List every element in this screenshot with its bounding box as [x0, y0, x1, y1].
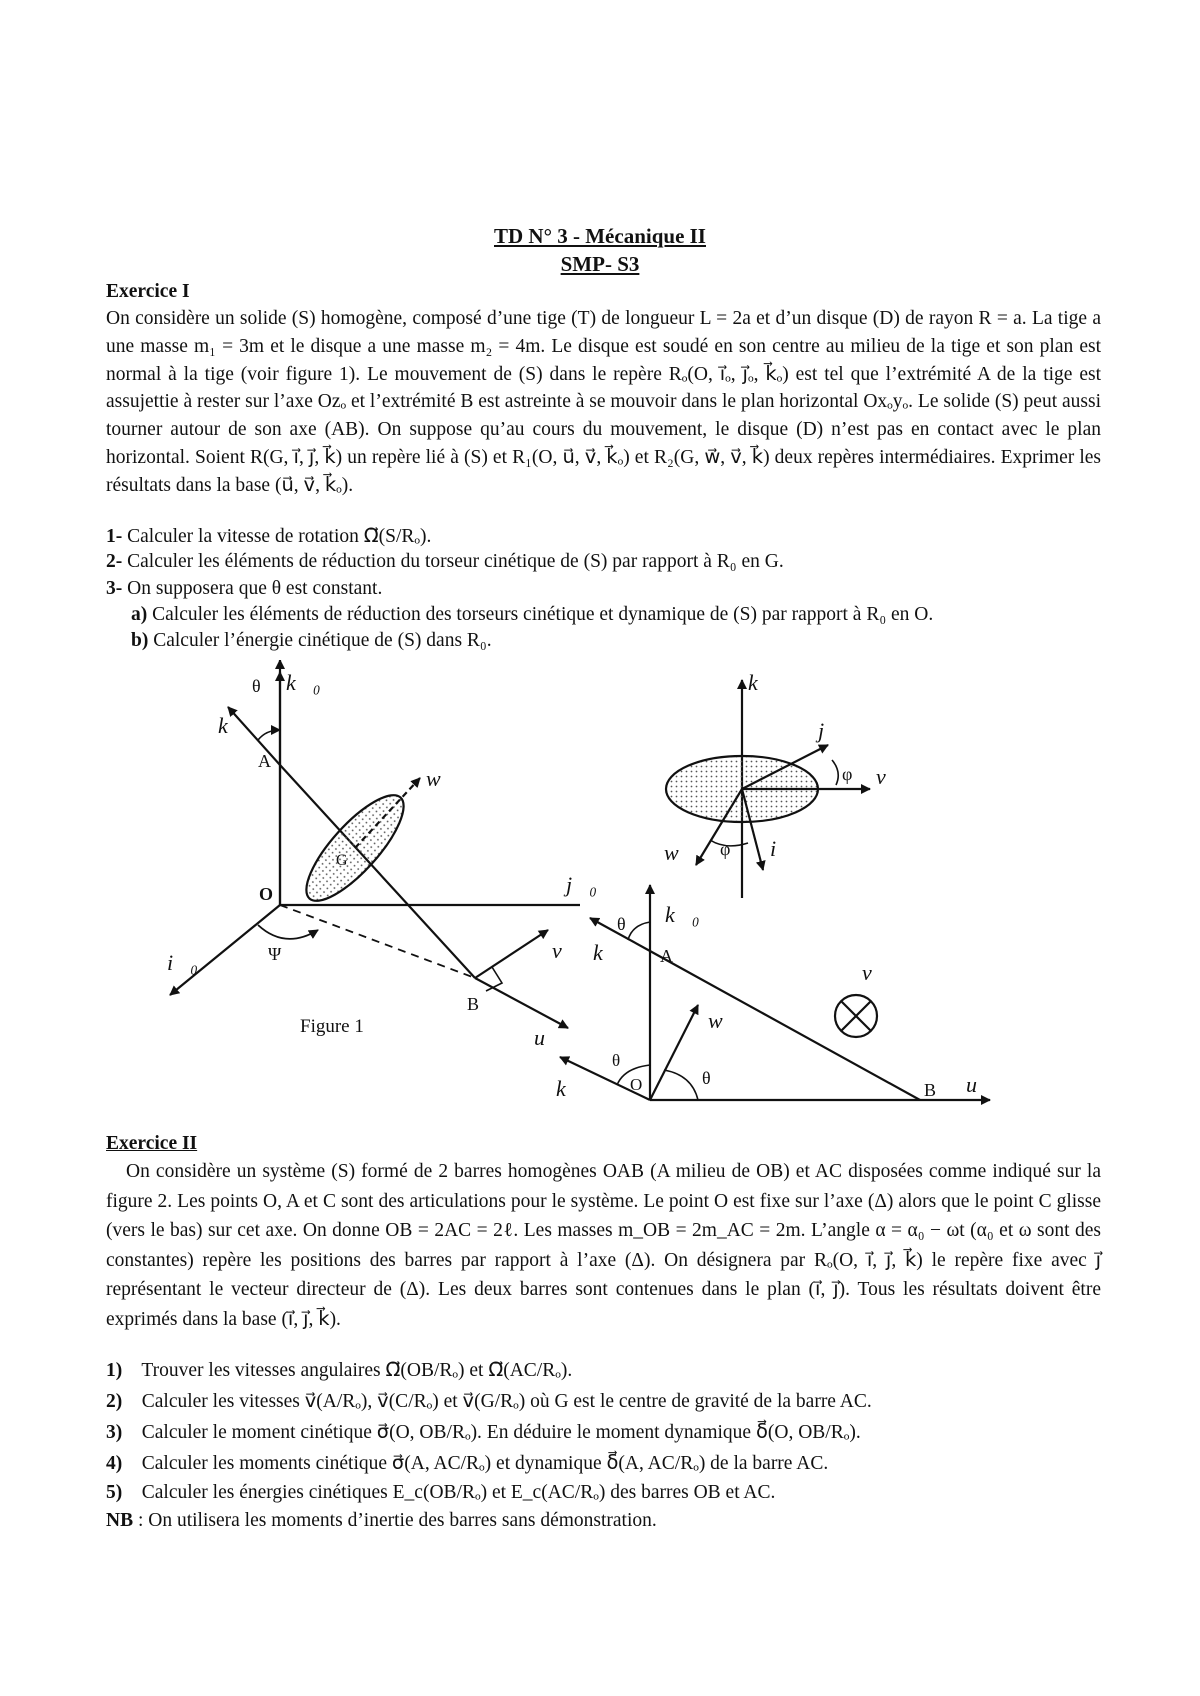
label-psi: Ψ	[268, 944, 282, 964]
theta-arc-4	[664, 1070, 698, 1100]
question-text: Calculer les énergies cinétiques E_c(OB/Rₒ) et E_c(AC/Rₒ) des barres OB et AC.	[141, 1482, 776, 1503]
label-theta-2: θ	[617, 914, 626, 934]
exercise-2-question-1	[106, 1358, 572, 1382]
question-text: Calculer les éléments de réduction des torseurs cinétique et dynamique de (S) par rapport à R₀ en O.	[152, 604, 934, 625]
exercise-2-paragraph: On considère un système (S) formé de 2 barres homogènes OAB (A milieu de OB) et AC disposées comme indiqué sur la figure 2. Les points O, A et C sont des articulations pour le système. Le point O est fixe sur l’axe (Δ) alors que le point C glisse (vers le bas) sur cet axe. On donne OB = 2AC = 2ℓ. Les masses m_OB = 2m_AC = 2m. L’angle α = α₀ − ωt (α₀ et ω sont des constantes) repère les positions des barres par rapport à l’axe (Δ). On désignera par Rₒ(O, i⃗, j⃗, k⃗) le repère fixe avec j⃗ représentant le vecteur directeur de (Δ). Les deux barres sont contenues dans le plan (i⃗, j⃗). Tous les résultats doivent être exprimés dans la base (i⃗, j⃗, k⃗).	[106, 1161, 1101, 1330]
label-k0-2: k⃗₀	[665, 902, 700, 927]
projection-OB	[280, 905, 475, 978]
note-text: : On utilisera les moments d’inertie des barres sans démonstration.	[137, 1510, 657, 1531]
question-text: Calculer le moment cinétique σ⃗(O, OB/Rₒ). En déduire le moment dynamique δ⃗(O, OB/Rₒ).	[141, 1422, 861, 1443]
label-w-2: w⃗	[708, 1008, 740, 1033]
question-number: 1)	[106, 1360, 123, 1381]
label-O-2: O	[630, 1075, 643, 1094]
figure-caption: Figure 1	[300, 1016, 364, 1037]
label-i-top: i⃗	[770, 836, 794, 861]
exercise-1-question-3a	[131, 604, 933, 626]
exercise-2-heading: Exercice II	[106, 1133, 198, 1154]
label-i0: i⃗₀	[167, 950, 198, 975]
label-theta-4: θ	[702, 1068, 711, 1088]
question-number: 3)	[106, 1422, 123, 1443]
theta-arc-2	[628, 922, 650, 940]
question-text: Calculer les moments cinétique σ⃗(A, AC/Rₒ) et dynamique δ⃗(A, AC/Rₒ) de la barre AC.	[141, 1453, 829, 1474]
label-w-top: w⃗	[664, 840, 696, 865]
exercise-1-question-3	[106, 578, 382, 600]
exercise-1-question-1	[106, 524, 431, 548]
right-angle-mark	[486, 967, 502, 991]
question-number: 5)	[106, 1482, 123, 1503]
exercise-1-question-3b	[131, 630, 492, 652]
figure-1	[0, 660, 1200, 1130]
question-number: 2-	[106, 551, 123, 572]
label-v-top: v⃗	[876, 764, 903, 789]
exercise-2-question-5	[106, 1482, 775, 1504]
label-A: A	[258, 751, 271, 771]
question-text: Calculer l’énergie cinétique de (S) dans R₀.	[153, 630, 492, 651]
exercise-2-question-2	[106, 1389, 872, 1413]
label-w: w⃗	[426, 766, 458, 791]
question-number: 1-	[106, 526, 123, 547]
page-subtitle: SMP- S3	[560, 252, 640, 276]
exercise-1-paragraph: On considère un solide (S) homogène, composé d’une tige (T) de longueur L = 2a et d’un disque (D) de rayon R = a. La tige a une masse m₁ = 3m et le disque a une masse m₂ = 4m. Le disque est soudé en son centre au milieu de la tige et son plan est normal à la tige (voir figure 1). Le mouvement de (S) dans le repère Rₒ(O, i⃗ₒ, j⃗ₒ, k⃗ₒ) est tel que l’extrémité A de la tige est assujettie à rester sur l’axe Ozₒ et l’extrémité B est astreinte à se mouvoir dans le plan horizontal Oxₒyₒ. Le solide (S) peut aussi tourner autour de son axe (AB). On suppose qu’au cours du mouvement, le disque (D) n’est pas en contact avec le plan horizontal. Soient R(G, i⃗, j⃗, k⃗) un repère lié à (S) et R₁(O, u⃗, v⃗, k⃗ₒ) et R₂(G, w⃗, v⃗, k⃗) deux repères intermédiaires. Exprimer les résultats dans la base (u⃗, v⃗, k⃗ₒ).	[106, 308, 1101, 496]
label-k-2: k⃗	[593, 940, 620, 965]
top-right-diagram	[666, 680, 870, 898]
exercise-2-question-4	[106, 1451, 828, 1475]
question-text: Calculer les vitesses v⃗(A/Rₒ), v⃗(C/Rₒ) et v⃗(G/Rₒ) où G est le centre de gravité de la barre AC.	[141, 1391, 872, 1412]
label-theta-3: θ	[612, 1051, 621, 1070]
question-number: 2)	[106, 1391, 123, 1412]
phi-arc-1	[832, 760, 838, 785]
label-k-3: k⃗	[556, 1076, 583, 1101]
label-phi-bottom: φ	[720, 839, 731, 859]
exercise-1-question-2	[106, 551, 784, 573]
label-v: v⃗	[552, 938, 579, 963]
exercise-1-heading: Exercice I	[106, 281, 190, 302]
exercise-2-question-3	[106, 1420, 861, 1444]
question-text: On supposera que θ est constant.	[127, 578, 383, 599]
rod-AB	[280, 765, 475, 978]
label-B: B	[467, 994, 480, 1014]
question-number: 4)	[106, 1453, 123, 1474]
label-v-2: v⃗	[862, 960, 889, 985]
label-k-top: k⃗	[748, 670, 775, 695]
label-k: k⃗	[218, 713, 245, 738]
label-phi-top: φ	[842, 764, 853, 784]
question-number: a)	[131, 604, 148, 625]
label-j0: j⃗₀	[566, 872, 597, 897]
label-O: O	[259, 884, 274, 904]
note-label: NB	[106, 1510, 134, 1531]
label-theta: θ	[252, 676, 261, 696]
question-number: b)	[131, 630, 149, 651]
figure-labels	[167, 670, 994, 1101]
label-j-top: j⃗	[818, 718, 842, 743]
v-vector	[475, 930, 548, 978]
exercise-2-note	[106, 1510, 657, 1532]
theta-arc	[258, 730, 280, 740]
question-text: Calculer les éléments de réduction du torseur cinétique de (S) par rapport à R₀ en G.	[127, 551, 784, 572]
label-u-2: u⃗	[966, 1072, 995, 1097]
u-vector	[475, 978, 568, 1028]
label-G: G	[336, 852, 348, 869]
question-text: Calculer la vitesse de rotation Ω⃗(S/Rₒ).	[127, 526, 432, 547]
label-A-2: A	[660, 946, 673, 966]
question-number: 3-	[106, 578, 123, 599]
label-u: u⃗	[534, 1025, 563, 1050]
page-title: TD N° 3 - Mécanique II	[494, 224, 706, 248]
label-k0: k⃗₀	[286, 670, 321, 695]
psi-arc	[258, 925, 318, 939]
question-text: Trouver les vitesses angulaires Ω⃗(OB/Rₒ) et Ω⃗(AC/Rₒ).	[141, 1360, 573, 1381]
label-B-2: B	[924, 1080, 937, 1100]
